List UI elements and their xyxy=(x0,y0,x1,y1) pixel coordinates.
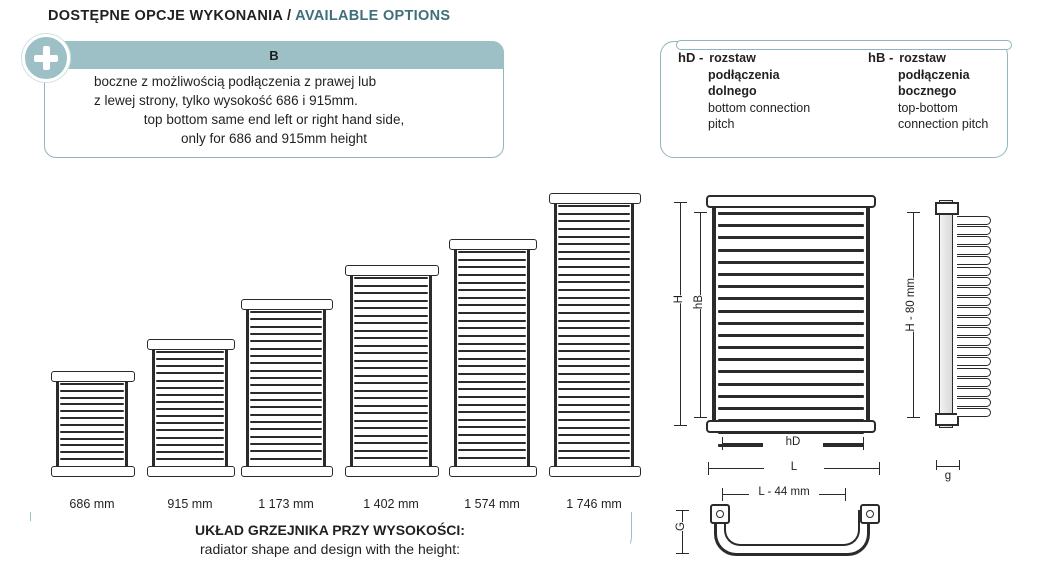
page-title-pl: DOSTĘPNE OPCJE WYKONANIA xyxy=(48,8,283,24)
radiator-bar xyxy=(558,251,630,253)
radiator-bar xyxy=(156,408,224,410)
side-view-tube xyxy=(957,216,991,225)
front-view-bar xyxy=(718,395,864,398)
radiator-bar xyxy=(458,358,526,360)
side-view-tube xyxy=(957,378,991,387)
radiator-bar xyxy=(250,384,322,386)
radiator-bar xyxy=(558,327,630,329)
radiator-bar xyxy=(558,297,630,299)
radiator-bars xyxy=(156,351,224,465)
radiator-bar xyxy=(558,228,630,230)
radiator-top-cap xyxy=(51,371,135,382)
radiator-bar xyxy=(60,431,124,433)
radiator-bar xyxy=(250,355,322,357)
radiator-bar xyxy=(60,458,124,460)
radiator-bar xyxy=(156,351,224,353)
front-view-bars xyxy=(718,212,864,416)
radiator-bar xyxy=(458,388,526,390)
option-letter: B xyxy=(269,47,279,63)
radiator-model-6 xyxy=(554,197,634,473)
dim-hD-tick-right xyxy=(863,437,864,450)
radiator-bar xyxy=(458,335,526,337)
radiator-bar xyxy=(250,348,322,350)
front-view-bar xyxy=(718,407,864,410)
radiator-model-4 xyxy=(350,269,432,473)
radiator-bar xyxy=(60,390,124,392)
dim-L44-tick-right xyxy=(845,488,846,501)
front-view-bar xyxy=(718,285,864,288)
radiator-bar xyxy=(354,330,428,332)
radiator-bar xyxy=(458,312,526,314)
dim-L-label: L xyxy=(764,461,824,473)
radiator-bar xyxy=(458,411,526,413)
radiator-bar xyxy=(250,311,322,313)
radiator-bar xyxy=(250,421,322,423)
dim-G-tick-top xyxy=(676,510,689,511)
radiator-bar xyxy=(354,442,428,444)
radiator-bar xyxy=(250,377,322,379)
series-caption xyxy=(30,521,630,559)
front-view-bar xyxy=(718,334,864,337)
dim-H-line xyxy=(680,202,681,426)
radiator-model-1 xyxy=(56,375,128,473)
bottom-connection-left-valve xyxy=(710,504,730,524)
radiator-bar xyxy=(458,320,526,322)
radiator-bar xyxy=(60,397,124,399)
side-view-plate xyxy=(939,200,953,428)
radiator-bar xyxy=(558,404,630,406)
radiator-bar xyxy=(354,450,428,452)
front-view-bar xyxy=(718,297,864,300)
side-view-tube xyxy=(957,307,991,316)
radiator-bar xyxy=(60,438,124,440)
radiator-bar xyxy=(354,412,428,414)
radiator-size-label-5: 1 574 mm xyxy=(464,497,520,511)
dim-H80-tick-bottom xyxy=(907,417,920,418)
radiator-bar xyxy=(458,434,526,436)
radiator-bar xyxy=(558,320,630,322)
side-view-tube xyxy=(957,287,991,296)
radiator-bar xyxy=(558,289,630,291)
radiator-bar xyxy=(458,304,526,306)
radiator-bar xyxy=(354,420,428,422)
legend-hb-en-1: top-bottom xyxy=(898,100,958,115)
radiator-bar xyxy=(458,282,526,284)
radiator-bar xyxy=(354,397,428,399)
radiator-bar xyxy=(156,358,224,360)
radiator-model-2 xyxy=(152,343,228,473)
radiator-bars xyxy=(354,277,428,465)
side-view-tube xyxy=(957,267,991,276)
radiator-bar xyxy=(354,367,428,369)
radiator-bar xyxy=(354,300,428,302)
dim-G-tick-bottom xyxy=(676,553,689,554)
radiator-bar xyxy=(354,337,428,339)
radiator-bar xyxy=(60,417,124,419)
side-view-tube xyxy=(957,388,991,397)
radiator-bar xyxy=(156,415,224,417)
radiator-bar xyxy=(354,345,428,347)
radiator-bar xyxy=(558,274,630,276)
legend-hb-pl-3: bocznego xyxy=(898,84,957,98)
radiator-top-cap xyxy=(345,265,439,276)
dim-H-label: H xyxy=(673,295,688,303)
radiator-bars xyxy=(558,205,630,465)
radiator-bar xyxy=(354,315,428,317)
radiator-bar xyxy=(558,388,630,390)
option-line-pl-1: boczne z możliwością podłączenia z prawej lub xyxy=(94,74,377,89)
radiator-bar xyxy=(354,292,428,294)
side-view-tube xyxy=(957,398,991,407)
side-view-tube xyxy=(957,337,991,346)
radiator-bar xyxy=(354,352,428,354)
radiator-bar xyxy=(250,406,322,408)
radiator-bar xyxy=(558,450,630,452)
radiator-bar xyxy=(558,442,630,444)
radiator-bar xyxy=(458,396,526,398)
front-view-top-cap xyxy=(706,195,876,208)
radiator-bar xyxy=(558,427,630,429)
radiator-bar xyxy=(250,318,322,320)
legend-hd-pl-2: podłączenia xyxy=(708,67,780,82)
dim-hD-tick-left xyxy=(722,437,723,450)
legend-hd-en-2: pitch xyxy=(708,117,735,131)
side-view-tube xyxy=(957,317,991,326)
page-title-separator: / xyxy=(282,8,296,24)
radiator-bar xyxy=(458,404,526,406)
radiator-bars xyxy=(250,311,322,465)
side-view-tube xyxy=(957,408,991,417)
series-caption-en: radiator shape and design with the height: xyxy=(200,541,460,557)
side-view-tube xyxy=(957,347,991,356)
radiator-size-label-2: 915 mm xyxy=(167,497,213,511)
radiator-bar xyxy=(558,312,630,314)
radiator-bottom-cap xyxy=(345,466,439,477)
radiator-bar xyxy=(558,343,630,345)
page-title-en: AVAILABLE OPTIONS xyxy=(295,8,451,24)
radiator-bar xyxy=(558,236,630,238)
radiator-bar xyxy=(60,410,124,412)
front-view-bar xyxy=(718,236,864,239)
radiator-top-cap xyxy=(449,239,537,250)
radiator-bar xyxy=(558,220,630,222)
radiator-bar xyxy=(60,451,124,453)
radiator-bar xyxy=(558,411,630,413)
radiator-bar xyxy=(156,394,224,396)
radiator-bar xyxy=(354,322,428,324)
radiator-bar xyxy=(558,258,630,260)
radiator-bar xyxy=(156,387,224,389)
radiator-bar xyxy=(458,457,526,459)
option-line-pl-2: z lewej strony, tylko wysokość 686 i 915mm. xyxy=(94,93,358,108)
legend-hd-en-1: bottom connection xyxy=(708,100,811,115)
radiator-bar xyxy=(458,343,526,345)
radiator-bar xyxy=(156,372,224,374)
radiator-bar xyxy=(354,277,428,279)
radiator-bar xyxy=(458,259,526,261)
radiator-bar xyxy=(354,427,428,429)
radiator-size-label-4: 1 402 mm xyxy=(363,497,419,511)
radiator-bar xyxy=(354,457,428,459)
radiator-bar xyxy=(354,390,428,392)
radiator-model-5 xyxy=(454,243,530,473)
radiator-bar xyxy=(156,458,224,460)
option-line-en-2: only for 686 and 915mm height xyxy=(180,131,368,146)
side-view-tube xyxy=(957,226,991,235)
bottom-connection-right-valve xyxy=(860,504,880,524)
side-view-tube xyxy=(957,327,991,336)
radiator-top-cap xyxy=(549,193,641,204)
dim-G-label: G xyxy=(675,522,690,531)
front-view-bar xyxy=(718,370,864,373)
radiator-bar xyxy=(60,403,124,405)
dim-hB-label: hB xyxy=(693,295,708,309)
plus-icon xyxy=(22,34,70,82)
radiator-bar xyxy=(458,426,526,428)
radiator-bar xyxy=(558,243,630,245)
radiator-bar xyxy=(250,362,322,364)
dim-L44-tick-left xyxy=(722,488,723,501)
legend-code-hb: hB - xyxy=(868,50,894,65)
radiator-bar xyxy=(156,365,224,367)
side-view-tube xyxy=(957,256,991,265)
radiator-bar xyxy=(558,373,630,375)
legend-card-notch xyxy=(676,40,1012,50)
radiator-size-label-6: 1 746 mm xyxy=(566,497,622,511)
radiator-bar xyxy=(354,285,428,287)
bottom-connection-inner xyxy=(724,510,860,546)
radiator-bar xyxy=(250,443,322,445)
radiator-bar xyxy=(458,327,526,329)
radiator-bar xyxy=(558,281,630,283)
radiator-bar xyxy=(250,333,322,335)
radiator-bar xyxy=(60,383,124,385)
radiator-bottom-cap xyxy=(449,466,537,477)
radiator-bar xyxy=(558,434,630,436)
front-view-bar xyxy=(718,431,864,434)
radiator-bar xyxy=(156,444,224,446)
dim-hB-tick-top xyxy=(694,212,707,213)
radiator-bar xyxy=(250,370,322,372)
radiator-bar xyxy=(250,340,322,342)
radiator-bar xyxy=(156,437,224,439)
side-view-tube xyxy=(957,277,991,286)
radiator-bar xyxy=(558,358,630,360)
radiator-bottom-cap xyxy=(549,466,641,477)
dim-g-line xyxy=(936,466,960,467)
radiator-bottom-cap xyxy=(51,466,135,477)
radiator-bar xyxy=(458,449,526,451)
dim-L-tick-left xyxy=(708,462,709,475)
dim-hD-label: hD xyxy=(763,436,823,448)
side-view-top-connector xyxy=(935,202,959,215)
radiator-bar xyxy=(558,304,630,306)
radiator-bar xyxy=(354,307,428,309)
front-view-bar xyxy=(718,346,864,349)
side-view-tube xyxy=(957,236,991,245)
dim-hB-line xyxy=(700,212,701,418)
radiator-bar xyxy=(250,399,322,401)
radiator-bar xyxy=(156,429,224,431)
radiator-bar xyxy=(458,251,526,253)
radiator-bar xyxy=(458,442,526,444)
radiator-bar xyxy=(458,350,526,352)
side-view-tube xyxy=(957,297,991,306)
radiator-bar xyxy=(354,435,428,437)
series-caption-pl: UKŁAD GRZEJNIKA PRZY WYSOKOŚCI: xyxy=(195,522,465,538)
radiator-bar xyxy=(558,365,630,367)
side-view xyxy=(935,200,997,428)
front-view-bar xyxy=(718,261,864,264)
dim-H80-label: H - 80 mm xyxy=(905,278,922,332)
front-view-bar xyxy=(718,383,864,386)
radiator-top-cap xyxy=(147,339,235,350)
radiator-bar xyxy=(458,266,526,268)
radiator-bar xyxy=(250,458,322,460)
dim-L44-label: L - 44 mm xyxy=(749,486,819,498)
radiator-bar xyxy=(558,335,630,337)
dim-H-tick-bottom xyxy=(674,425,687,426)
radiator-bar xyxy=(558,205,630,207)
radiator-bar xyxy=(250,436,322,438)
radiator-bar xyxy=(354,382,428,384)
option-line-en-1: top bottom same end left or right hand side, xyxy=(143,112,405,127)
radiator-bar xyxy=(558,457,630,459)
radiator-bottom-cap xyxy=(147,466,235,477)
option-card-header xyxy=(44,41,504,69)
radiator-bar xyxy=(250,392,322,394)
side-view-tube xyxy=(957,357,991,366)
front-view-bar xyxy=(718,212,864,215)
radiator-model-3 xyxy=(246,303,326,473)
side-view-bottom-connector xyxy=(935,413,959,426)
radiator-bar xyxy=(156,380,224,382)
radiator-bar xyxy=(458,419,526,421)
legend-hd-pl-3: dolnego xyxy=(708,84,757,98)
radiator-bar xyxy=(558,350,630,352)
radiator-bottom-cap xyxy=(241,466,333,477)
radiator-bar xyxy=(458,365,526,367)
legend-hb-pl-1: rozstaw xyxy=(899,51,946,65)
legend-hb-pl-2: podłączenia xyxy=(898,67,970,82)
front-view-bar xyxy=(718,224,864,227)
radiator-bars xyxy=(60,383,124,465)
radiator-bar xyxy=(250,326,322,328)
dim-H80-tick-top xyxy=(907,212,920,213)
front-view-bar xyxy=(718,322,864,325)
legend-item-hd xyxy=(678,50,838,133)
radiator-bar xyxy=(558,396,630,398)
radiator-bar xyxy=(156,422,224,424)
legend-hb-en-2: connection pitch xyxy=(898,117,989,131)
radiator-bar xyxy=(558,381,630,383)
front-view-bar xyxy=(718,249,864,252)
front-view-bar xyxy=(718,310,864,313)
radiator-top-cap xyxy=(241,299,333,310)
radiator-bar xyxy=(558,266,630,268)
radiator-bar xyxy=(558,213,630,215)
radiator-bar xyxy=(250,414,322,416)
legend-code-hd: hD - xyxy=(678,50,704,65)
radiator-bar xyxy=(60,424,124,426)
radiator-bar xyxy=(250,428,322,430)
side-view-tube xyxy=(957,246,991,255)
radiator-bar xyxy=(156,401,224,403)
dim-G-line xyxy=(682,510,683,554)
radiator-bar xyxy=(354,360,428,362)
legend-hd-pl-1: rozstaw xyxy=(709,51,756,65)
radiator-bar xyxy=(558,419,630,421)
radiator-bar xyxy=(354,405,428,407)
radiator-bar xyxy=(250,450,322,452)
dim-g-label: g xyxy=(928,470,968,482)
radiator-bar xyxy=(458,381,526,383)
dim-H-tick-top xyxy=(674,202,687,203)
radiator-size-label-1: 686 mm xyxy=(69,497,115,511)
radiator-bar xyxy=(156,451,224,453)
front-view-bar xyxy=(718,358,864,361)
front-view-radiator xyxy=(712,200,870,428)
side-view-tube xyxy=(957,368,991,377)
dim-hB-tick-bottom xyxy=(694,417,707,418)
radiator-bar xyxy=(354,375,428,377)
legend-item-hb xyxy=(868,50,1018,133)
front-view-bar xyxy=(718,419,864,422)
radiator-bar xyxy=(458,373,526,375)
radiator-bar xyxy=(60,444,124,446)
dim-L-tick-right xyxy=(879,462,880,475)
radiator-bar xyxy=(458,289,526,291)
page-title xyxy=(48,8,450,24)
radiator-bar xyxy=(458,274,526,276)
radiator-bar xyxy=(458,297,526,299)
front-view-bar xyxy=(718,273,864,276)
option-card-body xyxy=(44,72,504,148)
radiator-bars xyxy=(458,251,526,465)
radiator-size-label-3: 1 173 mm xyxy=(258,497,314,511)
bottom-connection-view xyxy=(700,500,890,570)
